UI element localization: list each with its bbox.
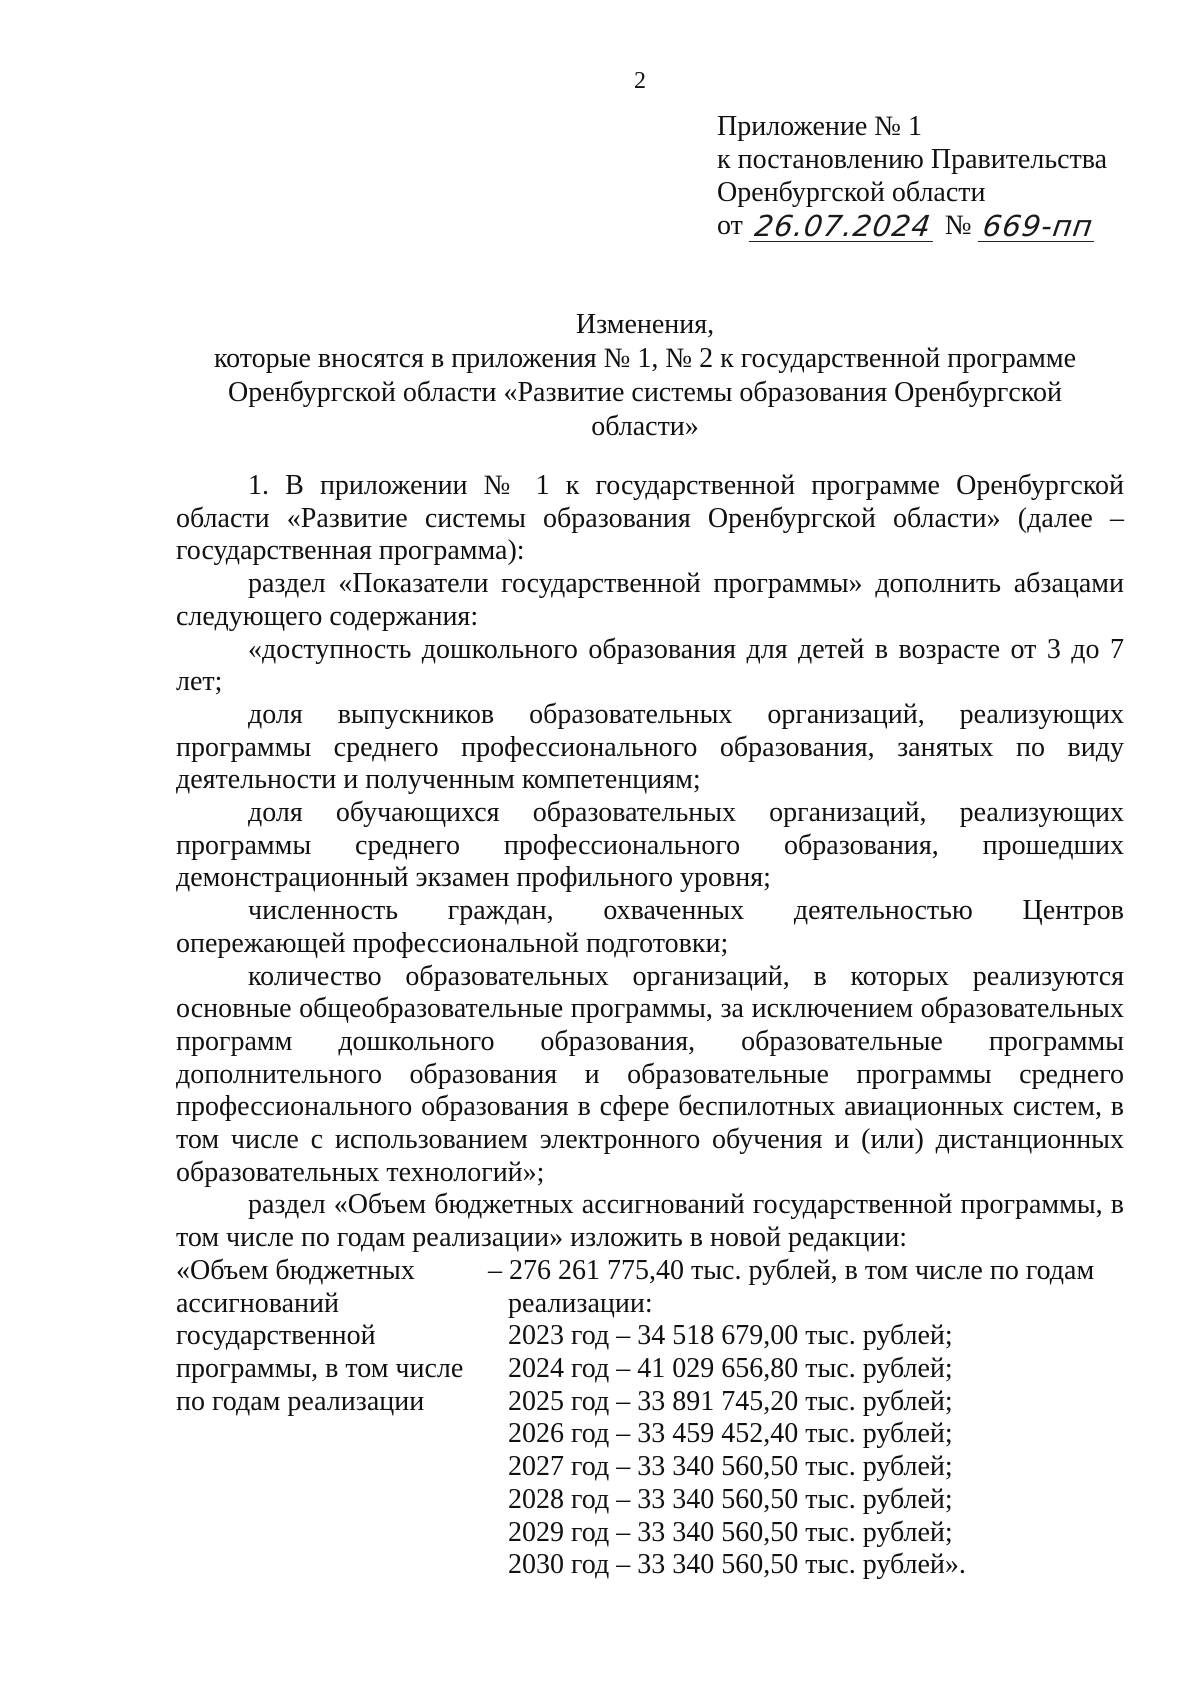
paragraph-2: раздел «Показатели государственной программы» дополнить абзацами следующего содержания: (176, 568, 1124, 632)
paragraph-5: доля обучающихся образовательных организаций, реализующих программы среднего профессионального образования, прошедших демонстрационный экзамен профильного уровня; (176, 797, 1124, 894)
budget-year-2026: 2026 год – 33 459 452,40 тыс. рублей; (508, 1418, 953, 1450)
appendix-date-row (717, 209, 1107, 242)
budget-year-2024: 2024 год – 41 029 656,80 тыс. рублей; (508, 1352, 953, 1384)
budget-year-2030: 2030 год – 33 340 560,50 тыс. рублей». (508, 1549, 966, 1581)
budget-label-column (176, 1255, 488, 1582)
paragraph-1: 1. В приложении № 1 к государственной программе Оренбургской области «Развитие системы образования Оренбургской области» (далее – государственная программа): (176, 470, 1124, 567)
number-label: № (944, 210, 972, 241)
document-body (176, 470, 1124, 1582)
budget-label-line: программы, в том числе (176, 1352, 464, 1384)
title-line-3: Оренбургской области «Развитие системы образования Оренбургской (227, 377, 1063, 408)
title-line-1: Изменения, (575, 309, 715, 340)
appendix-title: Приложение № 1 (717, 111, 922, 142)
budget-year-2025: 2025 год – 33 891 745,20 тыс. рублей; (508, 1385, 953, 1417)
budget-label-line: по годам реализации (176, 1385, 425, 1417)
budget-total-continued: реализации: (508, 1287, 653, 1319)
paragraph-4: доля выпускников образовательных организаций, реализующих программы среднего профессионального образования, занятых по виду деятельности и полученным компетенциям; (176, 698, 1124, 796)
appendix-decree-line: к постановлению Правительства (717, 144, 1108, 175)
paragraph-3: «доступность дошкольного образования для детей в возрасте от 3 до 7 лет; (176, 633, 1124, 698)
appendix-header (717, 110, 1107, 242)
handwritten-date: 26.07.2024 (749, 211, 937, 242)
page-number: 2 (634, 68, 646, 94)
title-line-2: которые вносятся в приложения № 1, № 2 к государственной программе (213, 343, 1077, 374)
budget-label-line: государственной (176, 1320, 376, 1352)
title-line-4: области» (591, 411, 699, 442)
from-label: от (717, 210, 743, 241)
budget-year-2023: 2023 год – 34 518 679,00 тыс. рублей; (508, 1320, 953, 1352)
document-title (175, 308, 1115, 444)
budget-year-2028: 2028 год – 33 340 560,50 тыс. рублей; (508, 1483, 953, 1515)
budget-table (176, 1255, 1124, 1582)
budget-label-line: ассигнований (176, 1287, 339, 1319)
budget-label-line: «Объем бюджетных (176, 1254, 415, 1286)
appendix-region-line: Оренбургской области (717, 177, 986, 208)
handwritten-number: 669-пп (977, 211, 1097, 242)
budget-year-2027: 2027 год – 33 340 560,50 тыс. рублей; (508, 1451, 953, 1483)
budget-values-column (488, 1255, 1124, 1582)
paragraph-8: раздел «Объем бюджетных ассигнований государственной программы, в том числе по годам реализации» изложить в новой редакции: (176, 1189, 1124, 1254)
budget-total: – 276 261 775,40 тыс. рублей, в том числе по годам (488, 1254, 1095, 1286)
paragraph-7: количество образовательных организаций, в которых реализуются основные общеобразовательные программы, за исключением образовательных программ дошкольного образования, образовательные программы дополнительного образования и образовательные программы среднего профессионального образования в сфере беспилотных авиационных систем, в том числе с использованием электронного обучения и (или) дистанционных образовательных технологий»; (176, 960, 1124, 1188)
budget-year-2029: 2029 год – 33 340 560,50 тыс. рублей; (508, 1516, 953, 1548)
paragraph-6: численность граждан, охваченных деятельностью Центров опережающей профессиональной подготовки; (176, 895, 1124, 959)
